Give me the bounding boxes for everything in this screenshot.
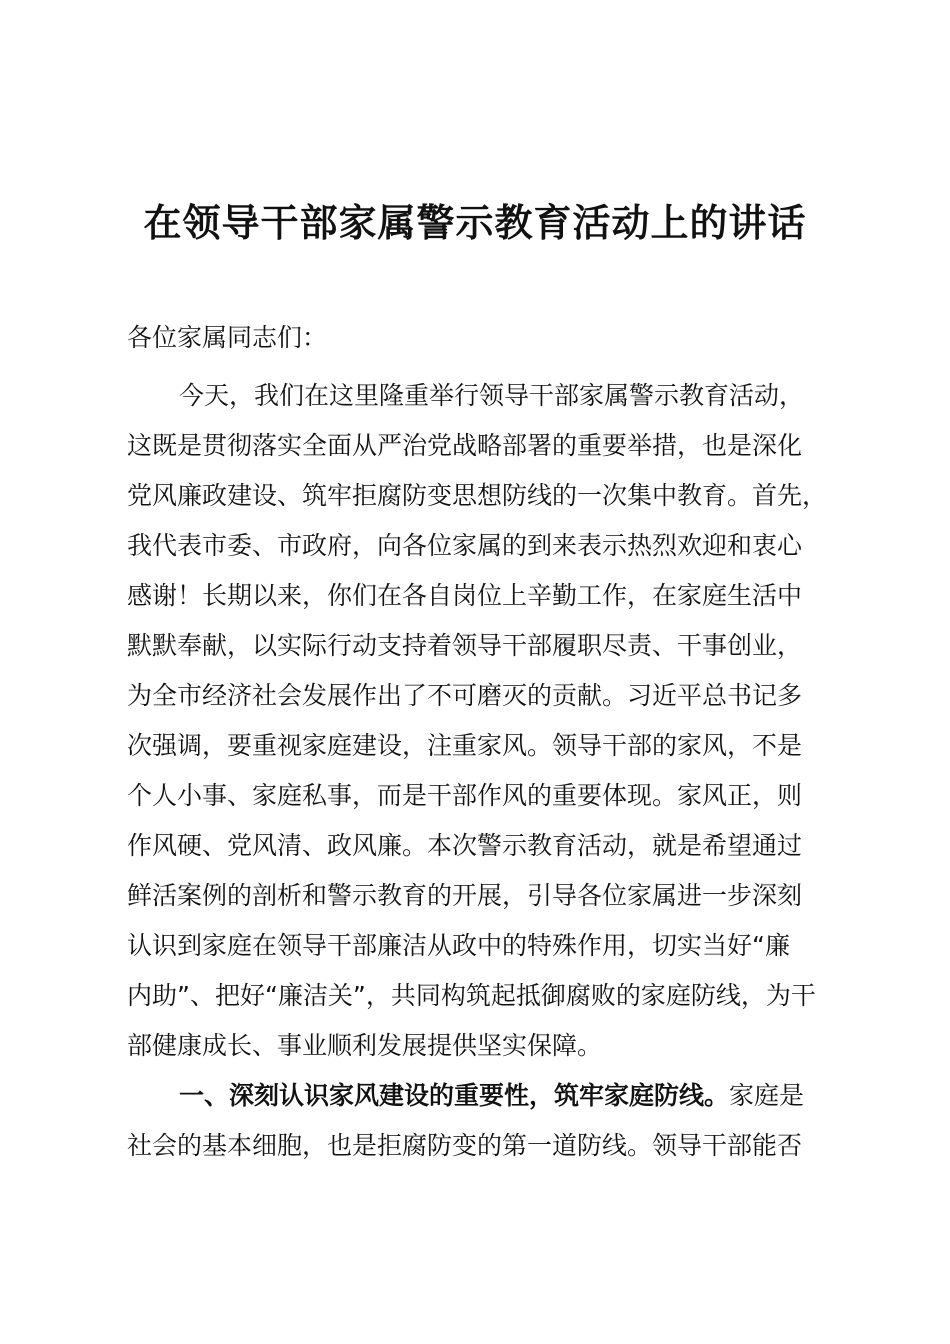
paragraph-line: 党风廉政建设、筑牢拒腐防变思想防线的一次集中教育。首先， — [127, 481, 828, 510]
paragraph-line: 次强调，要重视家庭建设，注重家风。领导干部的家风，不是 — [127, 731, 803, 760]
section-1-heading: 一、深刻认识家风建设的重要性，筑牢家庭防线。 — [179, 1081, 730, 1110]
section-1-first-line — [127, 1071, 837, 1121]
paragraph-line: 默默奉献，以实际行动支持着领导干部履职尽责、干事创业， — [127, 631, 803, 660]
section-1 — [127, 1071, 837, 1171]
paragraph-line: 鲜活案例的剖析和警示教育的开展，引导各位家属进一步深刻 — [127, 881, 803, 910]
salutation: 各位家属同志们： — [127, 323, 328, 352]
paragraph-line: 认识到家庭在领导干部廉洁从政中的特殊作用，切实当好“廉 — [127, 931, 790, 960]
paragraph-intro — [127, 371, 837, 1071]
paragraph-line: 社会的基本细胞，也是拒腐防变的第一道防线。领导干部能否 — [127, 1131, 803, 1160]
paragraph-line: 今天，我们在这里隆重举行领导干部家属警示教育活动， — [179, 381, 805, 410]
paragraph-line: 个人小事、家庭私事，而是干部作风的重要体现。家风正，则 — [127, 781, 803, 810]
section-1-text-start: 家庭是 — [729, 1081, 805, 1110]
paragraph-line: 为全市经济社会发展作出了不可磨灭的贡献。习近平总书记多 — [127, 681, 803, 710]
paragraph-line: 部健康成长、事业顺利发展提供坚实保障。 — [127, 1031, 603, 1060]
paragraph-line: 作风硬、党风清、政风廉。本次警示教育活动，就是希望通过 — [127, 831, 803, 860]
paragraph-line: 这既是贯彻落实全面从严治党战略部署的重要举措，也是深化 — [127, 431, 803, 460]
document-title: 在领导干部家属警示教育活动上的讲话 — [143, 200, 807, 245]
paragraph-line: 感谢！长期以来，你们在各自岗位上辛勤工作，在家庭生活中 — [127, 581, 803, 610]
paragraph-line: 内助”、把好“廉洁关”，共同构筑起抵御腐败的家庭防线，为干 — [127, 981, 816, 1010]
paragraph-line: 我代表市委、市政府，向各位家属的到来表示热烈欢迎和衷心 — [127, 531, 803, 560]
